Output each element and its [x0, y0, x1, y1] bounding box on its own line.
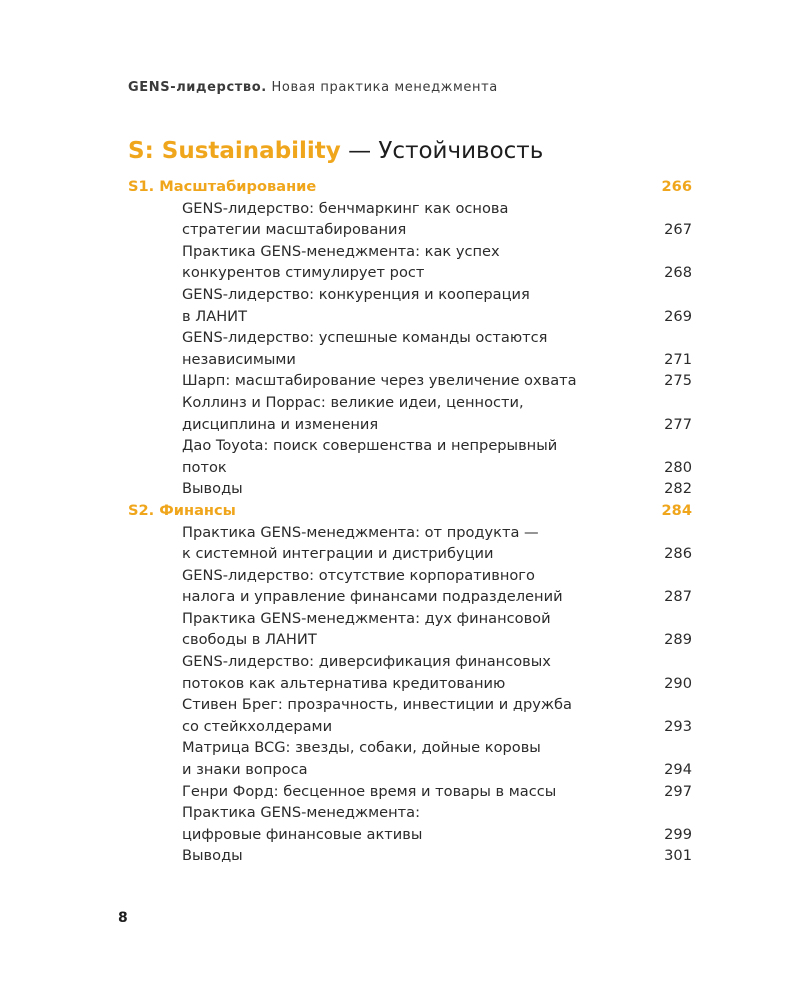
toc-entry-line: Выводы — [182, 480, 243, 498]
toc-entry-line: Практика GENS-менеджмента: как успех — [182, 242, 500, 260]
toc-entry-line: Практика GENS-менеджмента: от продукта — — [182, 523, 539, 541]
toc-entry-page: 282 — [664, 480, 692, 498]
toc-entry-page: 293 — [664, 717, 692, 735]
toc-entry-line: дисциплина и изменения — [182, 415, 379, 433]
section-title — [128, 138, 543, 164]
toc-entry[interactable] — [128, 781, 692, 803]
toc-chapter-page: 266 — [661, 178, 692, 195]
toc-entry-page: 269 — [664, 307, 692, 325]
toc-entry-page: 297 — [664, 782, 692, 800]
running-head-book-title: GENS-лидерство. — [128, 80, 267, 95]
toc-entry[interactable] — [128, 435, 692, 478]
toc-entry-line: налога и управление финансами подразделений — [182, 588, 563, 606]
toc-entry-line: GENS-лидерство: отсутствие корпоративного — [182, 566, 535, 584]
section-title-rest: — Устойчивость — [348, 138, 544, 164]
toc-entry-line: GENS-лидерство: успешные команды остаются — [182, 329, 548, 347]
toc-entry[interactable] — [128, 241, 692, 284]
toc-entry[interactable] — [128, 802, 692, 845]
toc-entry-line: к системной интеграции и дистрибуции — [182, 545, 494, 563]
toc-entry-page: 301 — [664, 847, 692, 865]
toc-entry-line: GENS-лидерство: конкуренция и кооперация — [182, 285, 530, 303]
toc-entry[interactable] — [128, 478, 692, 500]
toc-entry-page: 268 — [664, 264, 692, 282]
table-of-contents — [128, 176, 692, 867]
toc-entry[interactable] — [128, 392, 692, 435]
toc-entry-page: 280 — [664, 458, 692, 476]
toc-entry-line: Дао Toyota: поиск совершенства и непрерывный — [182, 437, 558, 455]
running-head — [128, 80, 498, 95]
toc-entry-page: 299 — [664, 825, 692, 843]
toc-entry-page: 294 — [664, 761, 692, 779]
toc-entry-line: конкурентов стимулирует рост — [182, 264, 425, 282]
toc-entry-line: Практика GENS-менеджмента: — [182, 804, 420, 822]
toc-chapter-title: S2. Финансы — [128, 501, 236, 519]
toc-entry-line: цифровые финансовые активы — [182, 825, 423, 843]
toc-entry-line: стратегии масштабирования — [182, 221, 407, 239]
toc-entry[interactable] — [128, 370, 692, 392]
toc-entry-line: независимыми — [182, 350, 296, 368]
toc-entry[interactable] — [128, 522, 692, 565]
toc-entry-line: Стивен Брег: прозрачность, инвестиции и дружба — [182, 696, 572, 714]
toc-entry[interactable] — [128, 284, 692, 327]
toc-entry-page: 286 — [664, 545, 692, 563]
toc-entry-line: и знаки вопроса — [182, 761, 308, 779]
toc-entry[interactable] — [128, 651, 692, 694]
toc-entry-line: в ЛАНИТ — [182, 307, 248, 325]
toc-entry-line: GENS-лидерство: бенчмаркинг как основа — [182, 199, 509, 217]
toc-entry-page: 271 — [664, 350, 692, 368]
toc-entry-line: Шарп: масштабирование через увеличение охвата — [182, 372, 577, 390]
toc-entry-line: Коллинз и Поррас: великие идеи, ценности, — [182, 393, 524, 411]
toc-entry-line: GENS-лидерство: диверсификация финансовых — [182, 653, 551, 671]
toc-entry-line: свободы в ЛАНИТ — [182, 631, 317, 649]
toc-chapter-page: 284 — [661, 501, 692, 519]
toc-entry-line: поток — [182, 458, 227, 476]
toc-entry[interactable] — [128, 845, 692, 867]
toc-entry[interactable] — [128, 694, 692, 737]
toc-entry[interactable] — [128, 327, 692, 370]
toc-entry[interactable] — [128, 198, 692, 241]
toc-entry-line: Выводы — [182, 847, 243, 865]
toc-entry[interactable] — [128, 608, 692, 651]
running-head-subtitle: Новая практика менеджмента — [271, 80, 498, 95]
toc-chapter[interactable] — [128, 176, 692, 198]
toc-entry[interactable] — [128, 737, 692, 780]
toc-entry-line: Матрица BCG: звезды, собаки, дойные коровы — [182, 739, 541, 757]
toc-entry[interactable] — [128, 565, 692, 608]
toc-entry-page: 289 — [664, 631, 692, 649]
toc-entry-page: 290 — [664, 674, 692, 692]
toc-entry-line: со стейкхолдерами — [182, 717, 333, 735]
page-number: 8 — [118, 910, 128, 926]
toc-entry-page: 287 — [664, 588, 692, 606]
section-title-accent: S: Sustainability — [128, 138, 341, 164]
toc-entry-page: 275 — [664, 372, 692, 390]
toc-chapter[interactable] — [128, 500, 692, 522]
toc-entry-page: 267 — [664, 221, 692, 239]
toc-entry-page: 277 — [664, 415, 692, 433]
toc-entry-line: потоков как альтернатива кредитованию — [182, 674, 506, 692]
toc-entry-line: Практика GENS-менеджмента: дух финансовой — [182, 609, 551, 627]
toc-chapter-title: S1. Масштабирование — [128, 178, 317, 195]
toc-entry-line: Генри Форд: бесценное время и товары в массы — [182, 782, 557, 800]
